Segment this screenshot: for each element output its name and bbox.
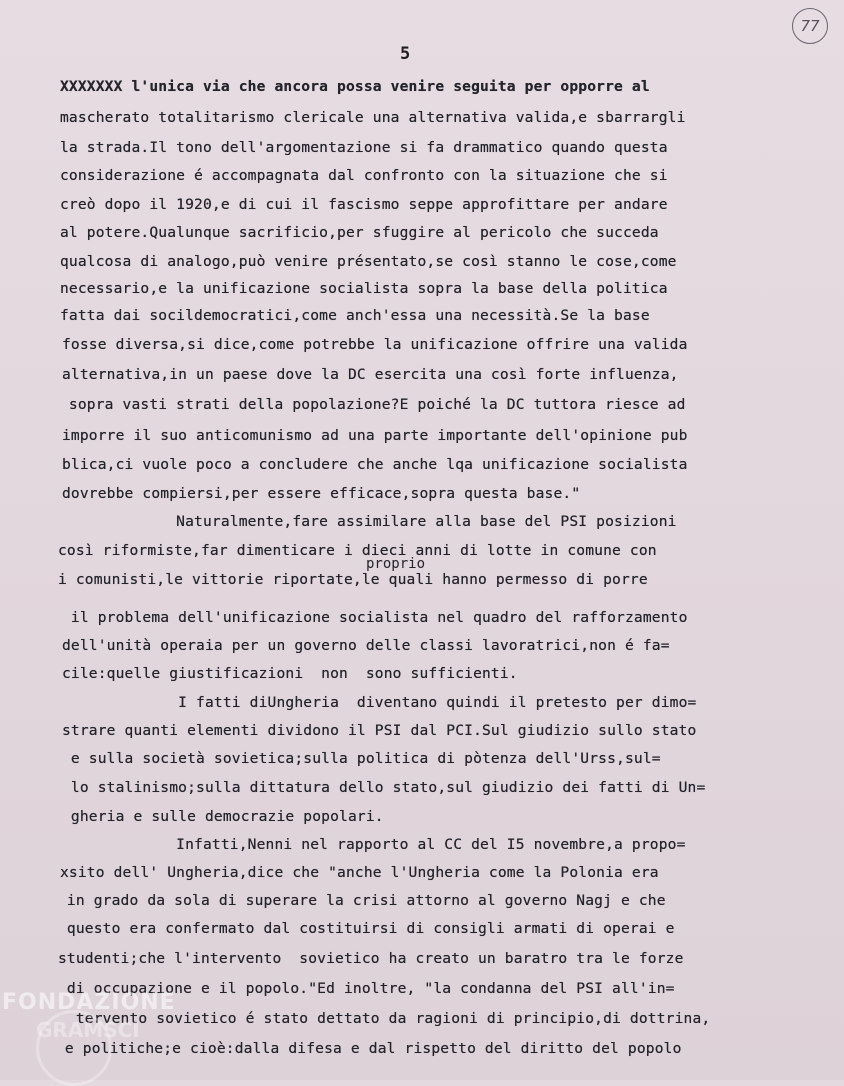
text-line: i comunisti,le vittorie riportate,le quali hanno permesso di porre [58,571,648,588]
text-line: imporre il suo anticomunismo ad una parte importante dell'opinione pub [62,427,688,444]
text-line: considerazione é accompagnata dal confronto con la situazione che si [60,167,668,184]
text-line: strare quanti elementi dividono il PSI dal PCI.Sul giudizio sullo stato [62,722,697,739]
text-line: I fatti diUngheria diventano quindi il pretesto per dimo= [62,694,697,711]
text-line: alternativa,in un paese dove la DC esercita una così forte influenza, [62,366,679,383]
text-line: sopra vasti strati della popolazione?E poiché la DC tuttora riesce ad [60,396,686,413]
text-line: Naturalmente,fare assimilare alla base del PSI posizioni [60,513,677,530]
text-line: e politiche;e cioè:dalla difesa e dal rispetto del diritto del popolo [56,1040,682,1057]
interlinear-correction: proprio [366,556,426,572]
text-line: in grado da sola di superare la crisi attorno al governo Nagj e che [58,892,666,909]
text-line: fosse diversa,si dice,come potrebbe la unificazione offrire una valida [62,336,688,353]
text-line: Infatti,Nenni nel rapporto al CC del I5 novembre,a propo= [60,836,686,853]
text-line: di occupazione e il popolo."Ed inoltre, "la condanna del PSI all'in= [58,980,675,997]
text-line: gheria e sulle democrazie popolari. [62,808,384,825]
text-line: necessario,e la unificazione socialista sopra la base della politica [60,280,668,297]
text-line: questo era confermato dal costituirsi di consigli armati di operai e [58,920,675,937]
text-line: creò dopo il 1920,e di cui il fascismo seppe approfittare per andare [60,196,668,213]
text-line: blica,ci vuole poco a concludere che anche lqa unificazione socialista [62,456,688,473]
text-line: qualcosa di analogo,può venire présentato,se così stanno le cose,come [60,253,677,270]
page-number: 5 [400,44,411,64]
watermark-sub: GRAMSCI [36,1018,140,1042]
text-line: la strada.Il tono dell'argomentazione si fa drammatico quando questa [60,139,668,156]
text-line: lo stalinismo;sulla dittatura dello stato,sul giudizio dei fatti di Un= [62,779,706,796]
text-line: al potere.Qualunque sacrificio,per sfuggire al pericolo che succeda [60,224,659,241]
text-line: il problema dell'unificazione socialista nel quadro del rafforzamento [62,609,688,626]
text-line: dovrebbe compiersi,per essere efficace,sopra questa base." [62,485,581,502]
text-line: così riformiste,far dimenticare i dieci anni di lotte in comune con [58,542,657,559]
text-line: dell'unità operaia per un governo delle classi lavoratrici,non é fa= [62,637,670,654]
text-line: mascherato totalitarismo clericale una alternativa valida,e sbarrargli [60,109,686,126]
text-line: e sulla società sovietica;sulla politica di pòtenza dell'Urss,sul= [62,750,661,767]
text-line: cile:quelle giustificazioni non sono sufficienti. [62,665,518,682]
text-line: studenti;che l'intervento sovietico ha creato un baratro tra le forze [58,950,684,967]
watermark: FONDAZIONE [2,990,176,1015]
text-line: XXXXXXX l'unica via che ancora possa venire seguita per opporre al [60,78,650,95]
text-line: fatta dai socildemocratici,come anch'essa una necessità.Se la base [60,307,650,324]
archive-number-stamp: 77 [792,8,828,44]
text-line: tervento sovietico é stato dettato da ragioni di principio,di dottrina, [58,1010,711,1027]
text-line: xsito dell' Ungheria,dice che "anche l'Ungheria come la Polonia era [60,864,659,881]
